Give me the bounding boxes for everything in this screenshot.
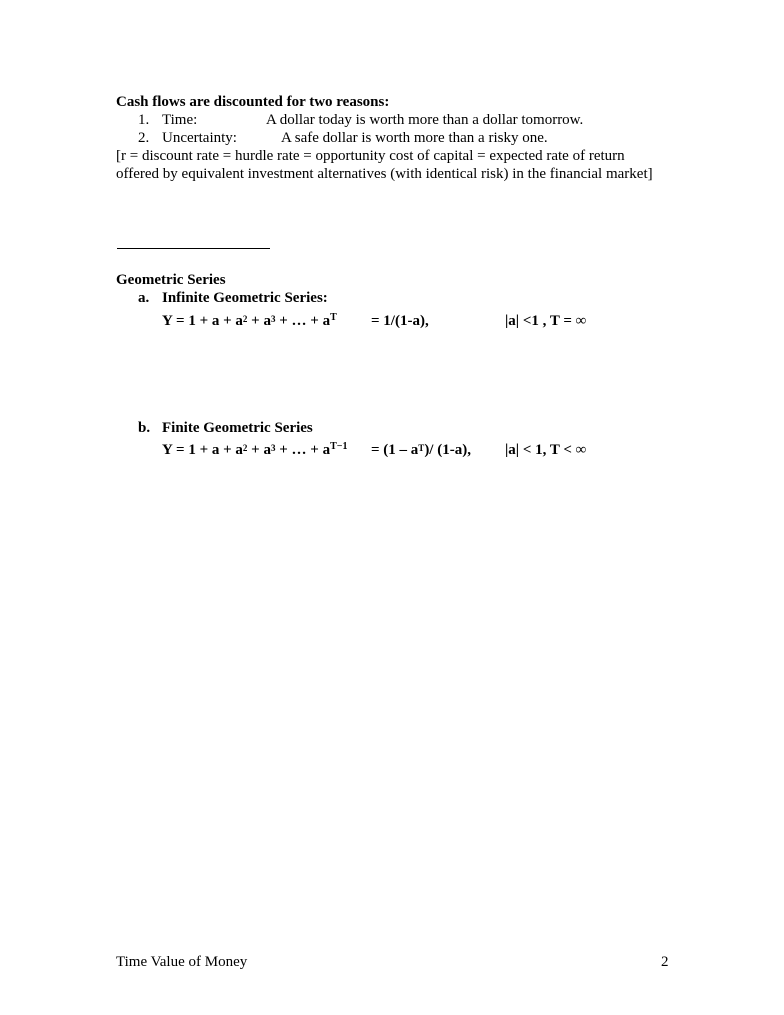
page-number: 2 — [661, 954, 669, 970]
discount-rate-note-line2: offered by equivalent investment alternatives (with identical risk) in the financial market] — [116, 166, 653, 182]
list-number: 1. — [138, 112, 150, 128]
infinite-series-title: Infinite Geometric Series: — [162, 290, 328, 306]
finite-series-title: Finite Geometric Series — [162, 420, 313, 436]
infinite-series-result: = 1/(1-a), — [371, 313, 429, 329]
list-text: A dollar today is worth more than a dollar tomorrow. — [266, 112, 584, 128]
list-text: A safe dollar is worth more than a risky one. — [281, 130, 548, 146]
finite-series-result: = $(1 - a^T)/$ (1-a), — [371, 442, 471, 458]
horizontal-rule — [117, 248, 270, 249]
list-number: 2. — [138, 130, 150, 146]
list-label: Time: — [162, 112, 198, 128]
finite-series-formula: $Y = 1 + a + a^2 + a^3$ + … + $a^{T-1}$ — [162, 441, 348, 458]
section-heading-geometric: Geometric Series — [116, 272, 226, 288]
list-marker: a. — [138, 290, 150, 306]
footer-title: Time Value of Money — [116, 954, 248, 970]
infinite-series-condition: |a| <1 , T = ∞ — [505, 313, 587, 329]
infinite-series-formula: $Y = 1 + a + a^2 + a^3$ + … + $a^T$ — [162, 312, 337, 329]
list-marker: b. — [138, 420, 151, 436]
section-heading-discounting: Cash flows are discounted for two reasons: — [116, 94, 390, 110]
list-label: Uncertainty: — [162, 130, 237, 146]
discount-rate-note-line1: [r = discount rate = hurdle rate = opportunity cost of capital = expected rate of return — [116, 148, 625, 164]
finite-series-condition: |a| < 1, T < ∞ — [505, 442, 587, 458]
